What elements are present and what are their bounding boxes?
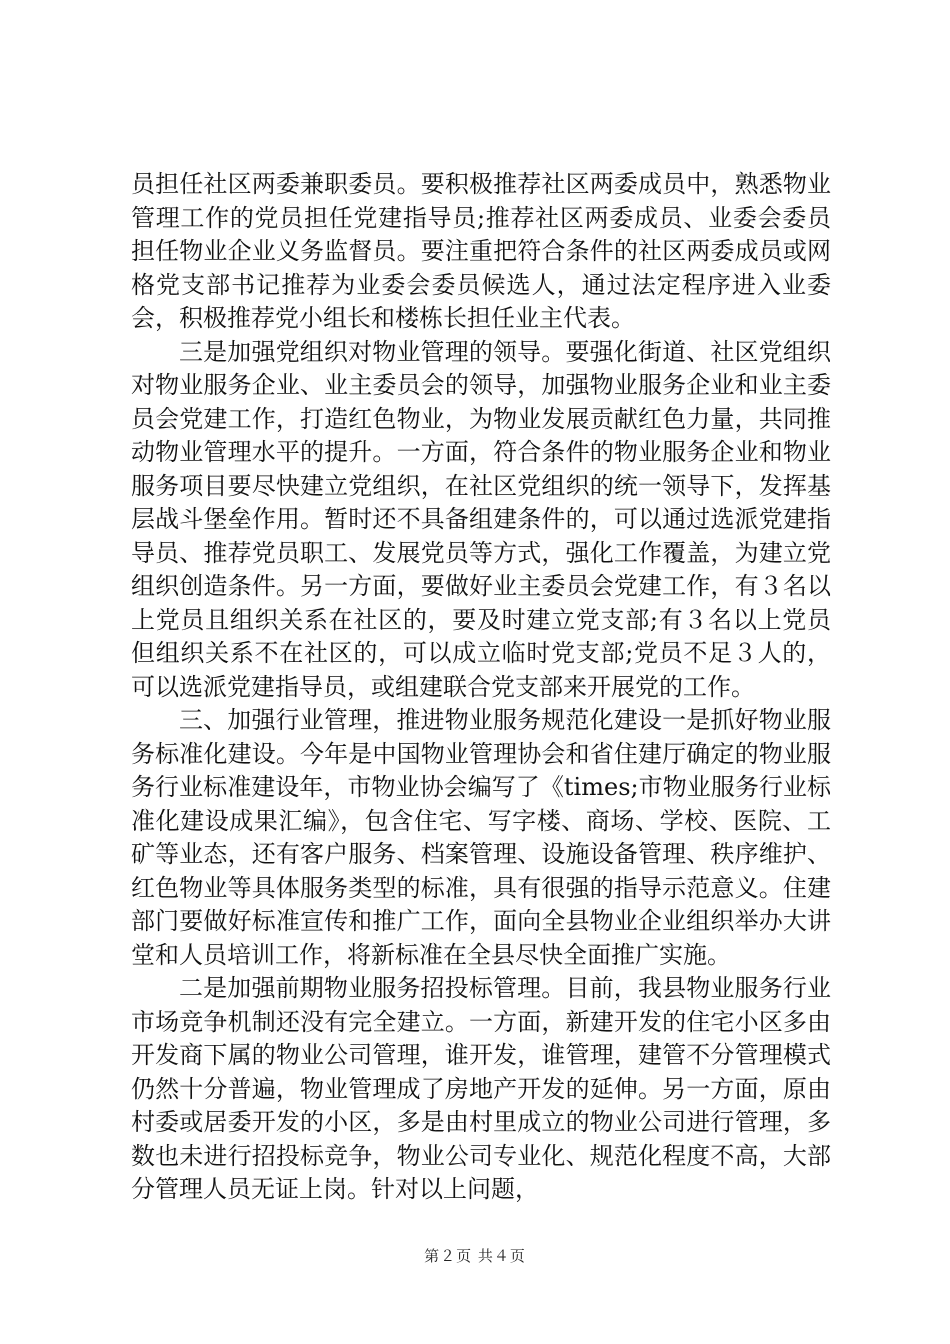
paragraph-1: 员担任社区两委兼职委员。要积极推荐社区两委成员中，熟悉物业管理工作的党员担任党建指导员;推荐社区两委成员、业委会委员担任物业企业义务监督员。要注重把符合条件的社区两委成员或网格党支部书记推荐为业委会委员候选人，通过法定程序进入业委会，积极推荐党小组长和楼栋长担任业主代表。 [131, 170, 831, 332]
body-text [131, 168, 831, 1207]
paragraph-2: 三是加强党组织对物业管理的领导。要强化街道、社区党组织对物业服务企业、业主委员会的领导，加强物业服务企业和业主委员会党建工作，打造红色物业，为物业发展贡献红色力量，共同推动物业管理水平的提升。一方面，符合条件的物业服务企业和物业服务项目要尽快建立党组织，在社区党组织的统一领导下，发挥基层战斗堡垒作用。暂时还不具备组建条件的，可以通过选派党建指导员、推荐党员职工、发展党员等方式，强化工作覆盖，为建立党组织创造条件。另一方面，要做好业主委员会党建工作，有３名以上党员且组织关系在社区的，要及时建立党支部;有３名以上党员但组织关系不在社区的，可以成立临时党支部;党员不足３人的，可以选派党建指导员，或组建联合党支部来开展党的工作。 [131, 337, 831, 701]
paragraph-3: 三、加强行业管理，推进物业服务规范化建设一是抓好物业服务标准化建设。今年是中国物业管理协会和省住建厅确定的物业服务行业标准建设年，市物业协会编写了《times;市物业服务行业标准化建设成果汇编》，包含住宅、写字楼、商场、学校、医院、工矿等业态，还有客户服务、档案管理、设施设备管理、秩序维护、红色物业等具体服务类型的标准，具有很强的指导示范意义。住建部门要做好标准宣传和推广工作，面向全县物业企业组织举办大讲堂和人员培训工作，将新标准在全县尽快全面推广实施。 [131, 706, 831, 969]
paragraph-4: 二是加强前期物业服务招投标管理。目前，我县物业服务行业市场竞争机制还没有完全建立。一方面，新建开发的住宅小区多由开发商下属的物业公司管理，谁开发，谁管理，建管不分管理模式仍然十分普遍，物业管理成了房地产开发的延伸。另一方面，原由村委或居委开发的小区，多是由村里成立的物业公司进行管理，多数也未进行招投标竞争，物业公司专业化、规范化程度不高，大部分管理人员无证上岗。针对以上问题， [131, 974, 831, 1203]
page-footer: 第２页 共４页 [424, 1247, 526, 1265]
